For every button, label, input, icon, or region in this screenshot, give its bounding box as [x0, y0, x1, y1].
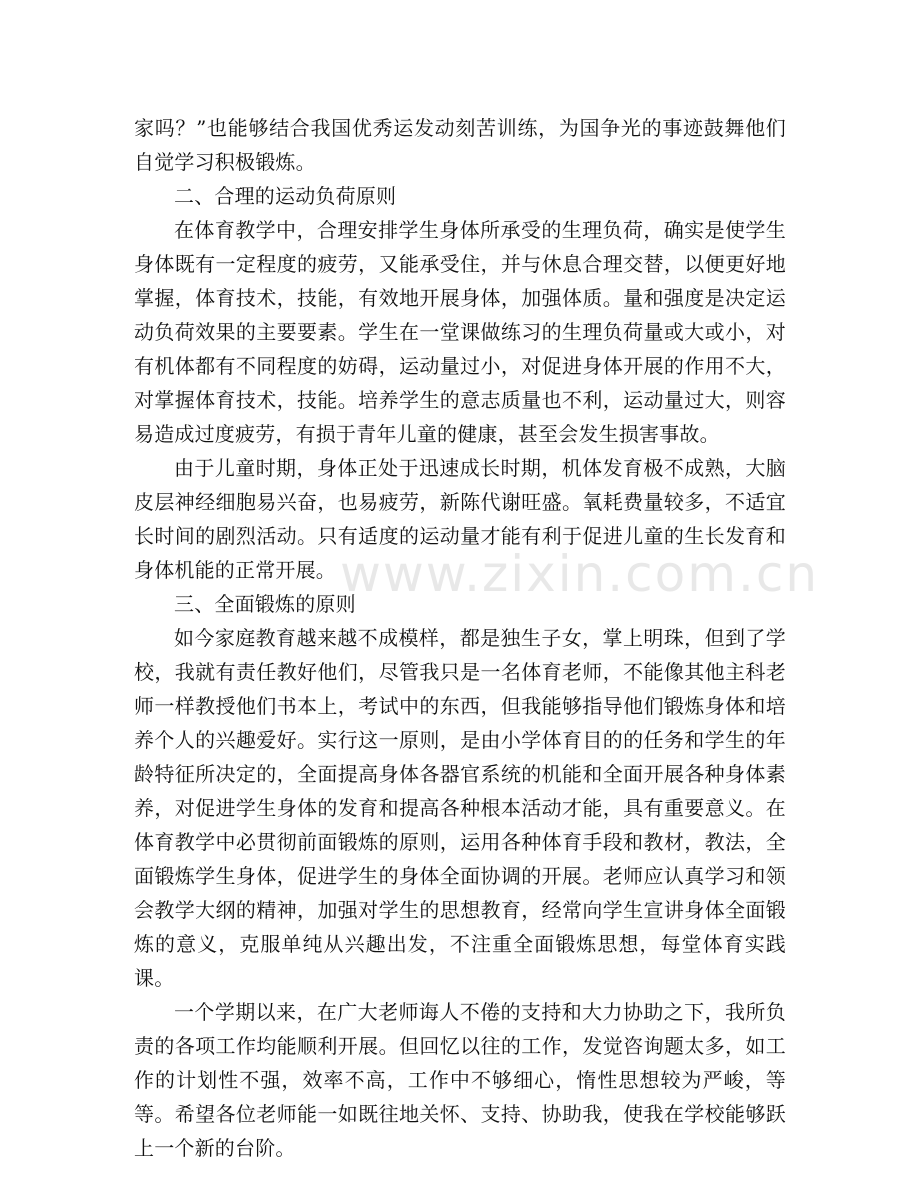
paragraph-childhood: 由于儿童时期，身体正处于迅速成长时期，机体发育极不成熟，大脑皮层神经细胞易兴奋，也易疲劳，新陈代谢旺盛。氧耗费量较多，不适宜长时间的剧烈活动。只有适度的运动量才能有利于促进儿童的生长发育和身体机能的正常开展。	[134, 456, 786, 582]
watermark-text: www.zixin.com.cn	[340, 545, 820, 603]
document-body	[134, 111, 786, 1165]
paragraph-summary: 一个学期以来，在广大老师诲人不倦的支持和大力协助之下，我所负责的各项工作均能顺利开展。但回忆以往的工作，发觉咨询题太多，如工作的计划性不强，效率不高，工作中不够细心，惰性思想较为严峻，等等。希望各位老师能一如既往地关怀、支持、协助我，使我在学校能够跃上一个新的台阶。	[134, 1000, 786, 1160]
paragraph-continued: 家吗？”也能够结合我国优秀运发动刻苦训练，为国争光的事迹鼓舞他们自觉学习积极锻炼。	[134, 116, 786, 174]
paragraph-comprehensive: 如今家庭教育越来越不成模样，都是独生子女，掌上明珠，但到了学校，我就有责任教好他们，尽管我只是一名体育老师，不能像其他主科老师一样教授他们书本上，考试中的东西，但我能够指导他们锻炼身体和培养个人的兴趣爱好。实行这一原则，是由小学体育目的的任务和学生的年龄特征所决定的，全面提高身体各器官系统的机能和全面开展各种身体素养，对促进学生身体的发育和提高各种根本活动才能，具有重要意义。在体育教学中必贯彻前面锻炼的原则，运用各种体育手段和教材，教法，全面锻炼学生身体，促进学生的身体全面协调的开展。老师应认真学习和领会教学大纲的精神，加强对学生的思想教育，经常向学生宣讲身体全面锻炼的意义，克服单纯从兴趣出发，不注重全面锻炼思想，每堂体育实践课。	[134, 626, 786, 990]
section-heading-2: 二、合理的运动负荷原则	[174, 184, 397, 208]
section-heading-3: 三、全面锻炼的原则	[174, 592, 356, 616]
paragraph-load-principle: 在体育教学中，合理安排学生身体所承受的生理负荷，确实是使学生身体既有一定程度的疲劳，又能承受住，并与休息合理交替，以便更好地掌握，体育技术，技能，有效地开展身体，加强体质。量和强度是决定运动负荷效果的主要要素。学生在一堂课做练习的生理负荷量或大或小，对有机体都有不同程度的妨碍，运动量过小，对促进身体开展的作用不大，对掌握体育技术，技能。培养学生的意志质量也不利，运动量过大，则容易造成过度疲劳，有损于青年儿童的健康，甚至会发生损害事故。	[134, 218, 786, 446]
